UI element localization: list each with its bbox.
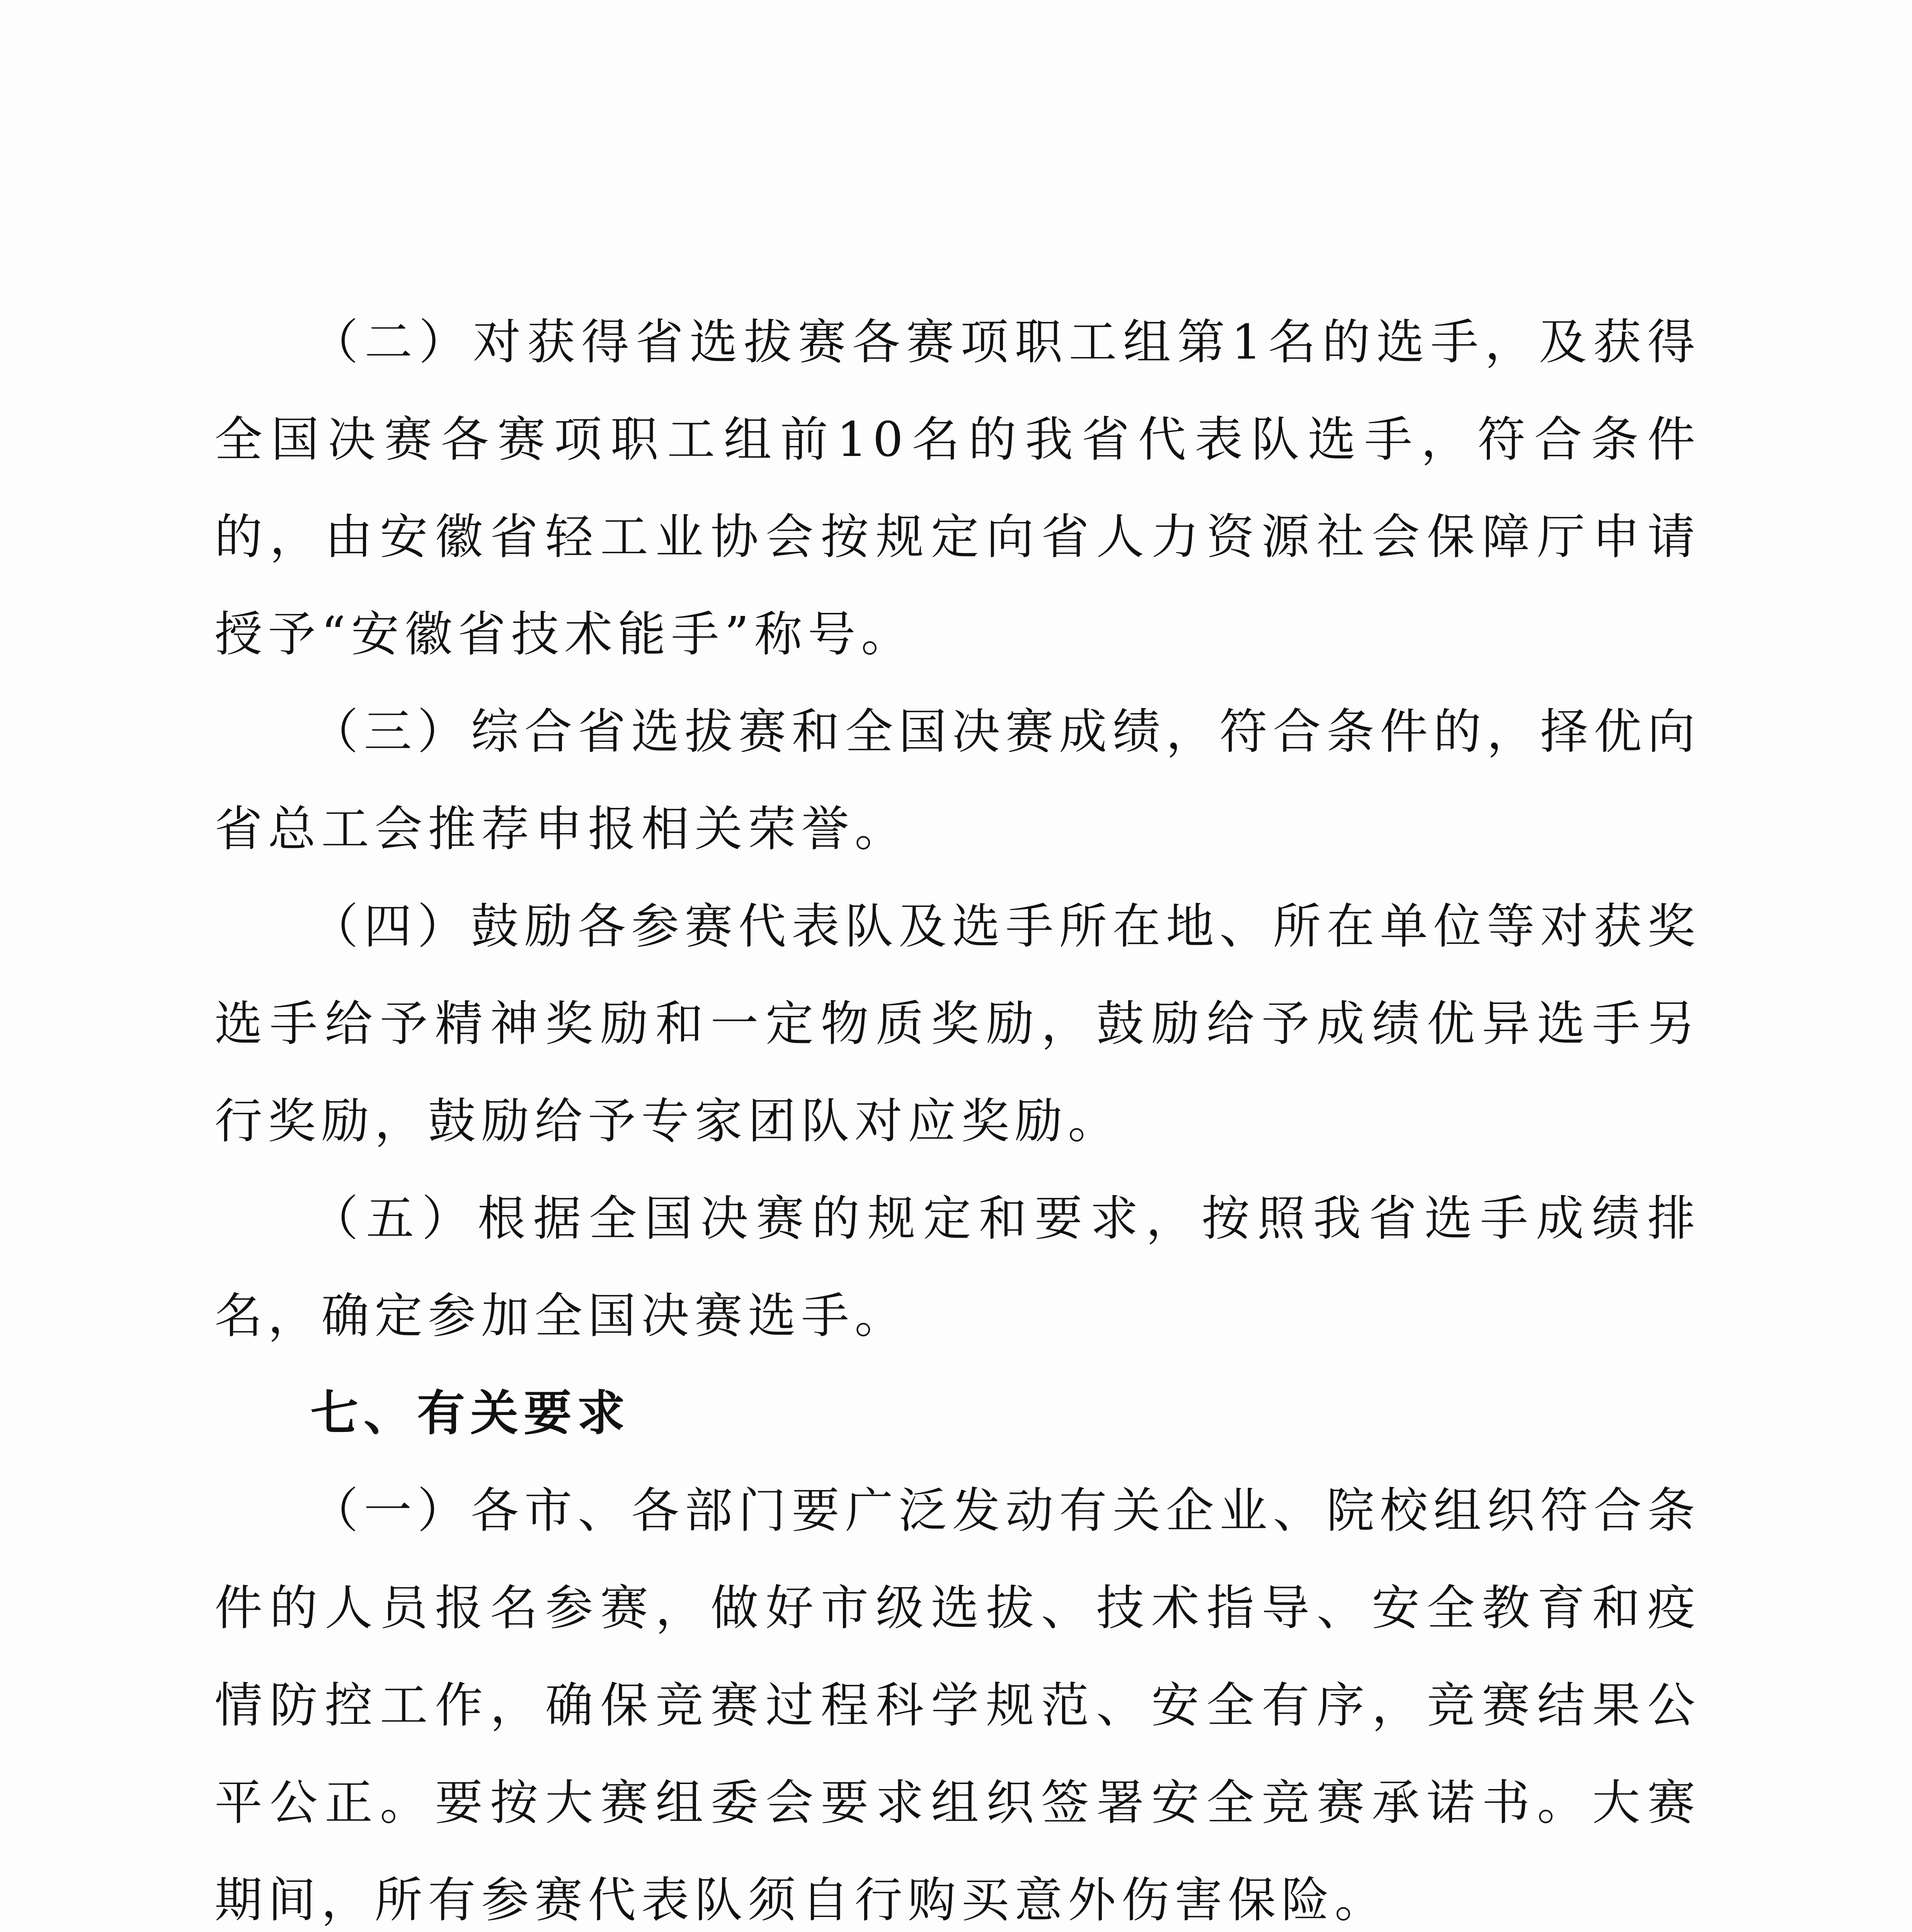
- paragraph-union-honor-recommendation: （三）综合省选拔赛和全国决赛成绩，符合条件的，择优向省总工会推荐申报相关荣誉。: [215, 704, 1701, 857]
- section-heading-requirements: 七、有关要求: [310, 1386, 631, 1441]
- document-body: [215, 294, 1701, 1932]
- paragraph-honor-title-application: （二）对获得省选拔赛各赛项职工组第1名的选手，及获得全国决赛各赛项职工组前10名的我省代表队选手，符合条件的，由安徽省轻工业协会按规定向省人力资源社会保障厅申请授予“安徽省技术能手”称号。: [215, 315, 1701, 662]
- paragraph-local-organization: （一）各市、各部门要广泛发动有关企业、院校组织符合条件的人员报名参赛，做好市级选拔、技术指导、安全教育和疫情防控工作，确保竞赛过程科学规范、安全有序，竞赛结果公平公正。要按大赛组委会要求组织签署安全竞赛承诺书。大赛期间，所有参赛代表队须自行购买意外伤害保险。: [215, 1483, 1701, 1928]
- paragraph-encouraged-rewards: （四）鼓励各参赛代表队及选手所在地、所在单位等对获奖选手给予精神奖励和一定物质奖励，鼓励给予成绩优异选手另行奖励，鼓励给予专家团队对应奖励。: [215, 899, 1701, 1149]
- paragraph-national-final-selection: （五）根据全国决赛的规定和要求，按照我省选手成绩排名，确定参加全国决赛选手。: [215, 1191, 1701, 1344]
